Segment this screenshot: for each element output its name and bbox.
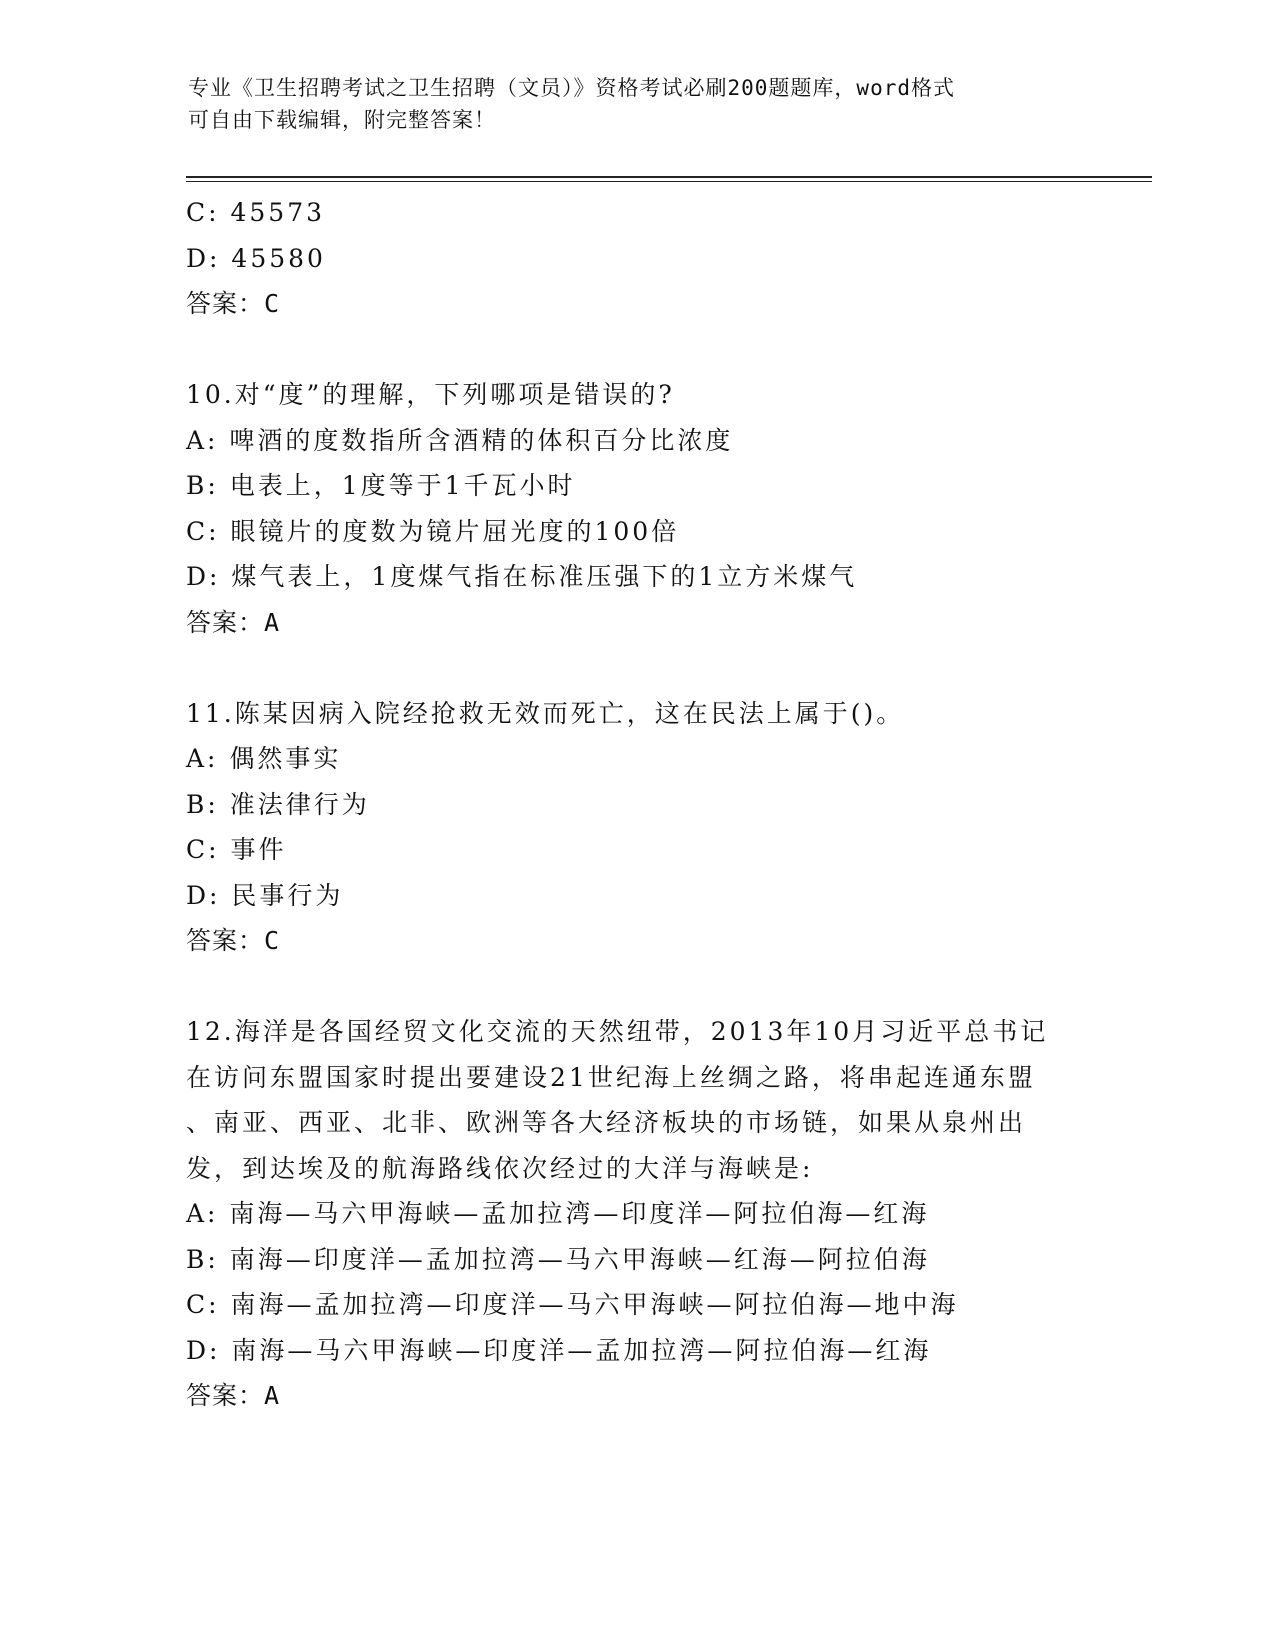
header-divider-thin xyxy=(186,181,1152,182)
option-a: A: 啤酒的度数指所含酒精的体积百分比浓度 xyxy=(186,425,734,455)
prev-option-d: D: 45580 xyxy=(186,243,326,273)
prev-answer: 答案：C xyxy=(186,289,281,318)
question-10 xyxy=(186,372,1086,645)
spacer xyxy=(186,645,1086,691)
option-d: D: 煤气表上，1度煤气指在标准压强下的1立方米煤气 xyxy=(186,562,858,591)
option-d: D: 南海—马六甲海峡—印度洋—孟加拉湾—阿拉伯海—红海 xyxy=(186,1335,932,1365)
option-b: B: 准法律行为 xyxy=(186,789,370,819)
spacer xyxy=(186,327,1086,373)
header-title-line-1: 专业《卫生招聘考试之卫生招聘（文员）》资格考试必刷200题题库，word格式 xyxy=(188,76,955,100)
option-a: A: 偶然事实 xyxy=(186,744,342,773)
option-d: D: 民事行为 xyxy=(186,880,344,910)
answer: 答案：A xyxy=(186,607,281,637)
question-11 xyxy=(186,691,1086,964)
question-stem-line-2: 在访问东盟国家时提出要建设21世纪海上丝绸之路，将串起连通东盟 xyxy=(186,1062,1036,1092)
header-divider-thick xyxy=(186,176,1152,178)
spacer xyxy=(186,964,1086,1010)
option-b: B: 电表上，1度等于1千瓦小时 xyxy=(186,471,576,500)
header-title-line-2: 可自由下载编辑，附完整答案！ xyxy=(188,108,496,132)
prev-option-c: C: 45573 xyxy=(186,198,326,227)
question-stem: 10.对“度”的理解，下列哪项是错误的? xyxy=(186,380,675,409)
answer: 答案：A xyxy=(186,1381,281,1410)
question-content xyxy=(186,190,1086,1419)
answer: 答案：C xyxy=(186,926,281,955)
question-stem: 11.陈某因病入院经抢救无效而死亡，这在民法上属于()。 xyxy=(186,698,905,728)
option-a: A: 南海—马六甲海峡—孟加拉湾—印度洋—阿拉伯海—红海 xyxy=(186,1199,930,1228)
option-b: B: 南海—印度洋—孟加拉湾—马六甲海峡—红海—阿拉伯海 xyxy=(186,1244,930,1274)
option-c: C: 事件 xyxy=(186,835,287,864)
option-c: C: 眼镜片的度数为镜片屈光度的100倍 xyxy=(186,516,680,546)
question-stem-line-4: 发，到达埃及的航海路线依次经过的大洋与海峡是: xyxy=(186,1153,814,1183)
question-12 xyxy=(186,1009,1086,1419)
page-header xyxy=(188,72,1068,136)
option-c: C: 南海—孟加拉湾—印度洋—马六甲海峡—阿拉伯海—地中海 xyxy=(186,1290,959,1319)
question-stem-line-1: 12.海洋是各国经贸文化交流的天然纽带，2013年10月习近平总书记 xyxy=(186,1017,1049,1046)
question-stem-line-3: 、南亚、西亚、北非、欧洲等各大经济板块的市场链，如果从泉州出 xyxy=(186,1108,1027,1137)
